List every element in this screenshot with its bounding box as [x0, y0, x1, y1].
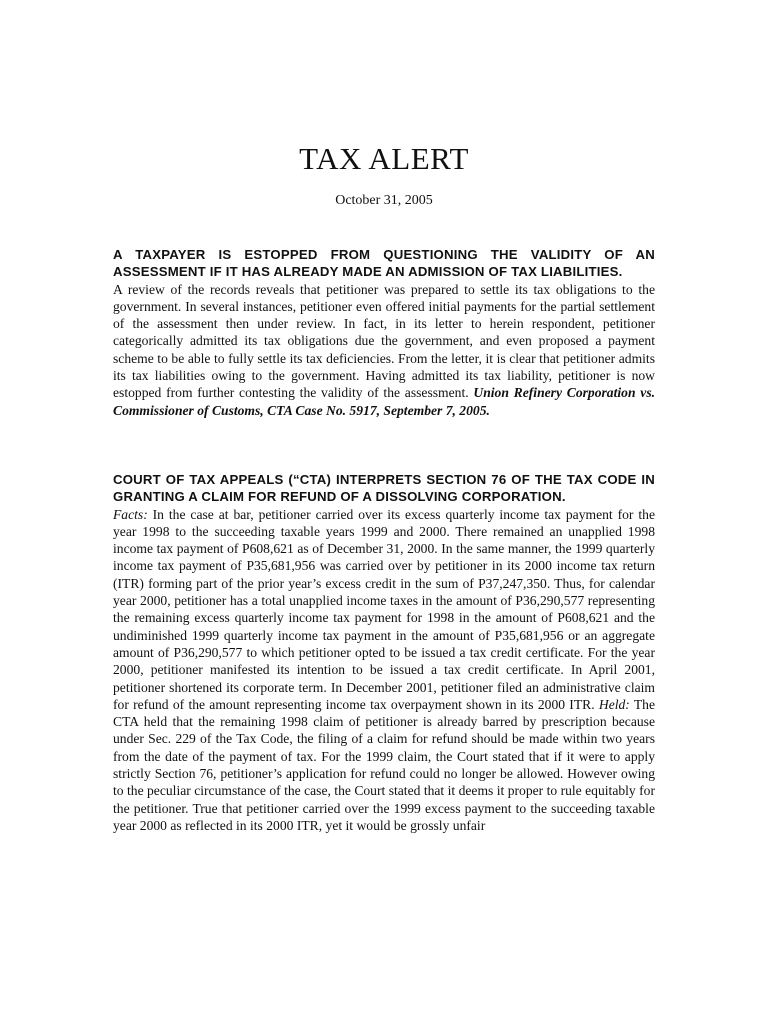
case-citation: Union Refinery Corporation vs. Commissioner of Customs, CTA Case No. 5917, September 7, 2005. [113, 385, 656, 418]
section-body [113, 281, 655, 419]
alert-section-refund [113, 471, 655, 834]
held-text: The CTA held that the remaining 1998 claim of petitioner is already barred by prescription because under Sec. 229 of the Tax Code, the filing of a claim for refund should be made within two years from the date of the payment of tax. For the 1999 claim, the Court stated that if it were to apply strictly Section 76, petitioner’s application for refund could no longer be allowed. However owing to the peculiar circumstance of the case, the Court stated that it deems it proper to rule equitably for the petitioner. True that petitioner carried over the 1999 excess payment to the succeeding taxable year 2000 as reflected in its 2000 ITR, yet it would be grossly unfair [113, 696, 655, 833]
document-date: October 31, 2005 [335, 193, 433, 208]
section-body [113, 506, 655, 835]
section-heading: A TAXPAYER IS ESTOPPED FROM QUESTIONING THE VALIDITY OF AN ASSESSMENT IF IT HAS ALREADY MADE AN ADMISSION OF TAX LIABILITIES. [113, 247, 655, 280]
held-label: Held: [598, 696, 630, 712]
section-body-text: A review of the records reveals that petitioner was prepared to settle its tax obligations to the government. In several instances, petitioner even offered initial payments for the partial settlement of the assessment then under review. In fact, in its letter to herein respondent, petitioner categorically admitted its tax obligations due the government, and even proposed a payment scheme to be able to fully settle its tax deficiencies. From the letter, it is clear that petitioner admits its tax liabilities owing to the government. Having admitted its tax liability, petitioner is now estopped from further contesting the validity of the assessment. [113, 281, 655, 401]
facts-text: In the case at bar, petitioner carried over its excess quarterly income tax payment for the year 1998 to the succeeding taxable years 1999 and 2000. There remained an unapplied 1998 income tax payment of P608,621 as of December 31, 2000. In the same manner, the 1999 quarterly income tax payment of P35,681,956 was carried over by petitioner in its 2000 income tax return (ITR) forming part of the prior year’s excess credit in the sum of P37,247,350. Thus, for calendar year 2000, petitioner has a total unapplied income taxes in the amount of P36,290,577 representing the remaining excess quarterly income tax payment for 1998 in the amount of P608,621 and the undiminished 1999 quarterly income tax payment in the amount of P35,681,956 or an aggregate amount of P36,290,577 to which petitioner opted to be issued a tax credit certificate. For the year 2000, petitioner manifested its intention to be issued a tax credit certificate. In April 2001, petitioner shortened its corporate term. In December 2001, petitioner filed an administrative claim for refund of the amount representing income tax overpayment shown in its 2000 ITR. [113, 506, 655, 712]
facts-label: Facts: [113, 506, 148, 522]
section-heading: COURT OF TAX APPEALS (“CTA) INTERPRETS SECTION 76 OF THE TAX CODE IN GRANTING A CLAIM FOR REFUND OF A DISSOLVING CORPORATION. [113, 472, 655, 505]
alert-section-estoppel [113, 246, 655, 419]
document-title: TAX ALERT [299, 141, 469, 176]
